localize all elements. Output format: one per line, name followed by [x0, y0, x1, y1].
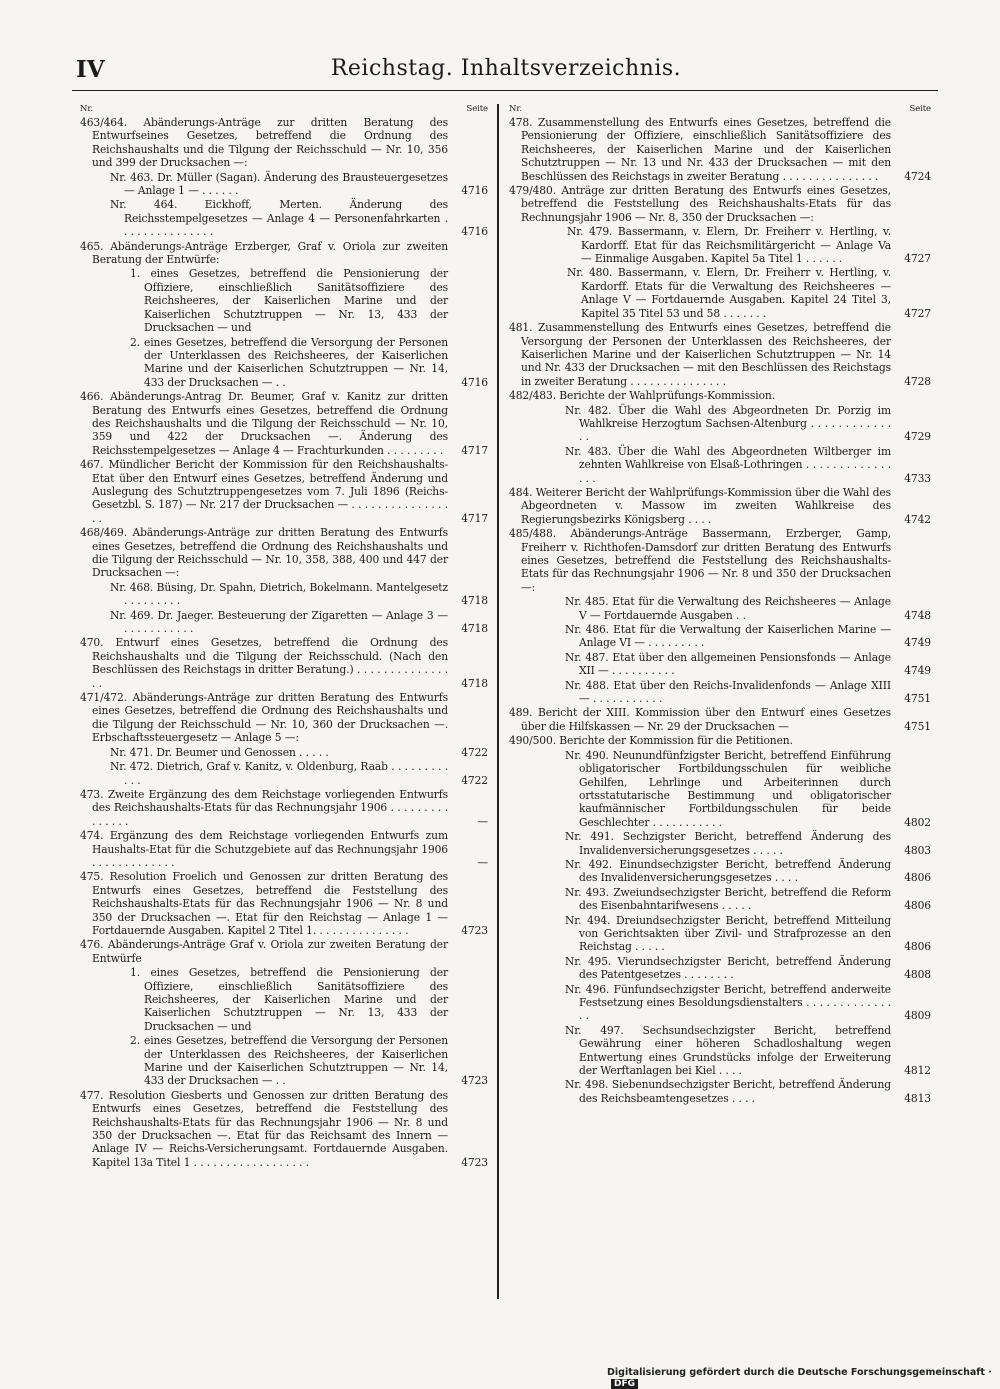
toc-entry	[509, 321, 931, 388]
toc-entry	[80, 240, 488, 267]
column-header	[80, 104, 488, 115]
toc-entry-text: Nr. 482. Über die Wahl des Abgeordneten Dr. Porzig im Wahlkreise Herzogtum Sachsen-Altenburg . . . . . . . . . . . . . .	[565, 403, 891, 444]
toc-entry-page: 4717	[461, 511, 488, 525]
toc-entry	[80, 458, 488, 525]
toc-entry	[509, 486, 931, 526]
toc-entry-page: 4806	[904, 899, 931, 913]
toc-entry	[509, 706, 931, 733]
toc-entry-page: 4724	[904, 169, 931, 183]
toc-entry	[80, 390, 488, 457]
toc-entry	[80, 336, 488, 390]
toc-entry-page: 4742	[904, 512, 931, 526]
toc-entry-page: 4808	[904, 968, 931, 982]
toc-entry	[80, 691, 488, 745]
toc-entry	[80, 609, 488, 636]
toc-entry-page: 4716	[461, 375, 488, 389]
toc-entry	[509, 445, 931, 485]
toc-entry	[509, 886, 931, 913]
toc-entry	[509, 116, 931, 183]
toc-entry-text: 465. Abänderungs-Anträge Erzberger, Graf v. Oriola zur zweiten Beratung der Entwürfe:	[80, 239, 448, 267]
toc-entry-text: 475. Resolution Froelich und Genossen zur dritten Beratung des Entwurfs eines Gesetzes, betreffend die Feststellung des Reichshaushalts-Etats für das Rechnungsjahr 1906 — Nr. 8 und 350 der Drucksachen —. Etat für den Reichstag — Anlage 1 — Fortdauernde Ausgaben. Kapitel 2 Titel 1. . . . . . . . . . . . . . .	[80, 870, 448, 937]
toc-entry-text: 471/472. Abänderungs-Anträge zur dritten Beratung des Entwurfs eines Gesetzes, betreffend die Ordnung des Reichshaushalts und die Tilgung der Reichsschuld — Nr. 10, 360 der Drucksachen —. Erbschaftssteuergesetz — Anlage 5 —:	[80, 691, 448, 745]
toc-entry-page: 4749	[904, 664, 931, 678]
toc-entry-page: 4722	[461, 773, 488, 787]
toc-entry-text: Nr. 495. Vierundsechzigster Bericht, betreffend Änderung des Patentgesetzes . . . . . . . .	[565, 954, 891, 982]
toc-entry-text: 1. eines Gesetzes, betreffend die Pensionierung der Offiziere, einschließlich Sanitätsoffiziere des Reichsheeres, der Kaiserlichen Marine und der Kaiserlichen Schutztruppen — Nr. 13, 433 der Drucksachen — und	[130, 267, 448, 335]
page-number: IV	[76, 56, 105, 83]
toc-entry-page: —	[477, 855, 488, 869]
toc-entry	[509, 1078, 931, 1105]
toc-entry	[509, 1024, 931, 1078]
toc-entry-page: 4802	[904, 815, 931, 829]
toc-entry-text: 467. Mündlicher Bericht der Kommission für den Reichshaushalts-Etat über den Entwurf eines Gesetzes, betreffend Änderung und Auslegung des Schutztruppengesetzes vom 7. Juli 1896 (Reichs-Gesetzbl. S. 187) — Nr. 217 der Drucksachen — . . . . . . . . . . . . . . . . .	[80, 458, 448, 525]
toc-entry	[509, 914, 931, 954]
toc-entry-text: 482/483. Berichte der Wahlprüfungs-Kommission.	[509, 389, 775, 403]
toc-entry-page: 4748	[904, 608, 931, 622]
toc-entry	[509, 983, 931, 1023]
toc-entry	[80, 526, 488, 580]
toc-entry-text: Nr. 493. Zweiundsechzigster Bericht, betreffend die Reform des Eisenbahntarifwesens . . . . .	[565, 885, 891, 913]
toc-entry	[509, 595, 931, 622]
left-entries	[80, 116, 488, 1169]
toc-entry	[80, 1034, 488, 1088]
toc-entry-text: Nr. 479. Bassermann, v. Elern, Dr. Freiherr v. Hertling, v. Kardorff. Etat für das Reichsmilitärgericht — Anlage Va — Einmalige Ausgaben. Kapitel 5a Titel 1 . . . . . .	[567, 225, 891, 266]
toc-entry	[80, 870, 488, 937]
seite-label: Seite	[466, 104, 488, 114]
toc-entry-text: 2. eines Gesetzes, betreffend die Versorgung der Personen der Unterklassen des Reichsheeres, der Kaiserlichen Marine und der Kaiserlichen Schutztruppen — Nr. 14, 433 der Drucksachen — . .	[130, 335, 448, 389]
toc-entry	[80, 829, 488, 869]
toc-entry-text: 468/469. Abänderungs-Anträge zur dritten Beratung des Entwurfs eines Gesetzes, betreffend die Ordnung des Reichshaushalts und die Tilgung der Reichsschuld — Nr. 10, 358, 388, 400 und 447 der Drucksachen —:	[80, 526, 448, 580]
toc-entry	[80, 966, 488, 1033]
toc-entry-page: 4717	[461, 443, 488, 457]
toc-entry	[509, 734, 931, 747]
page-title: Reichstag. Inhaltsverzeichnis.	[330, 56, 682, 81]
toc-entry	[80, 760, 488, 787]
toc-entry-page: 4727	[904, 252, 931, 266]
toc-entry-page: 4723	[461, 1074, 488, 1088]
toc-entry	[509, 527, 931, 594]
toc-entry	[80, 198, 488, 238]
toc-entry	[80, 746, 488, 759]
toc-entry-page: 4723	[461, 1155, 488, 1169]
toc-entry-page: 4716	[461, 225, 488, 239]
toc-entry-text: Nr. 490. Neunundfünfzigster Bericht, betreffend Einführung obligatorischer Fortbildungsschulen für weibliche Gehilfen, Lehrlinge und Arbeiterinnen durch ortsstatutarische Bestimmung und obligatorischer kaufmännischer Fortbildungsschulen für beide Geschlechter . . . . . . . . . . .	[565, 748, 891, 829]
toc-entry-text: 490/500. Berichte der Kommission für die Petitionen.	[509, 734, 793, 748]
toc-entry-text: Nr. 480. Bassermann, v. Elern, Dr. Freiherr v. Hertling, v. Kardorff. Etats für die Verwaltung des Reichsheeres — Anlage V — Fortdauernde Ausgaben. Kapitel 24 Titel 3, Kapitel 35 Titel 53 und 58 . . . . . . .	[567, 266, 891, 320]
toc-entry	[509, 679, 931, 706]
toc-entry-page: 4723	[461, 923, 488, 937]
right-entries	[509, 116, 931, 1105]
toc-entry-page: 4722	[461, 745, 488, 759]
toc-entry-text: 473. Zweite Ergänzung des dem Reichstage vorliegenden Entwurfs des Reichshaushalts-Etats für das Rechnungsjahr 1906 . . . . . . . . . . . . . . .	[80, 787, 448, 828]
toc-entry-text: 481. Zusammenstellung des Entwurfs eines Gesetzes, betreffend die Versorgung der Personen der Unterklassen des Reichsheeres, der Kaiserlichen Marine und der Kaiserlichen Schutztruppen — Nr. 14 und Nr. 433 der Drucksachen — mit den Beschlüssen des Reichstags in zweiter Beratung . . . . . . . . . . . . . . .	[509, 321, 891, 388]
toc-entry-text: Nr. 469. Dr. Jaeger. Besteuerung der Zigaretten — Anlage 3 — . . . . . . . . . . .	[110, 608, 448, 636]
footer-text: Digitalisierung gefördert durch die Deutsche Forschungsgemeinschaft ·	[607, 1367, 992, 1378]
toc-entry	[80, 581, 488, 608]
toc-entry-page: 4718	[461, 622, 488, 636]
dfg-logo: DFG	[611, 1379, 638, 1389]
toc-entry-text: Nr. 496. Fünfundsechzigster Bericht, betreffend anderweite Festsetzung eines Besoldungsdienstalters . . . . . . . . . . . . . . .	[565, 982, 891, 1023]
toc-entry-page: 4718	[461, 676, 488, 690]
toc-entry-text: Nr. 486. Etat für die Verwaltung der Kaiserlichen Marine — Anlage VI — . . . . . . . . .	[565, 623, 891, 650]
toc-entry-page: 4751	[904, 719, 931, 733]
toc-entry-text: Nr. 472. Dietrich, Graf v. Kanitz, v. Oldenburg, Raab . . . . . . . . . . . .	[110, 760, 448, 787]
toc-entry	[80, 636, 488, 690]
toc-entry-page: 4718	[461, 594, 488, 608]
toc-entry-text: Nr. 471. Dr. Beumer und Genossen . . . . .	[110, 745, 329, 759]
toc-entry-text: 484. Weiterer Bericht der Wahlprüfungs-Kommission über die Wahl des Abgeordneten v. Massow im zweiten Wahlkreise des Regierungsbezirks Königsberg . . . .	[509, 485, 891, 526]
toc-entry	[509, 651, 931, 678]
toc-entry	[509, 858, 931, 885]
toc-entry-page: 4813	[904, 1091, 931, 1105]
toc-entry-page: —	[477, 814, 488, 828]
toc-entry-text: Nr. 483. Über die Wahl des Abgeordneten Wiltberger im zehnten Wahlkreise von Elsaß-Lothringen . . . . . . . . . . . . . . . .	[565, 444, 891, 485]
toc-entry	[80, 267, 488, 334]
toc-entry-text: Nr. 491. Sechzigster Bericht, betreffend Änderung des Invalidenversicherungsgesetzes . . . . .	[565, 830, 891, 857]
toc-entry-page: 4749	[904, 636, 931, 650]
toc-entry-text: 478. Zusammenstellung des Entwurfs eines Gesetzes, betreffend die Pensionierung der Offiziere, einschließlich Sanitätsoffiziere des Reichsheeres, der Kaiserlichen Marine und der Kaiserlichen Schutztruppen — Nr. 13 und Nr. 433 der Drucksachen — mit den Beschlüssen des Reichstags in zweiter Beratung . . . . . . . . . . . . . . .	[509, 116, 891, 183]
toc-entry	[509, 955, 931, 982]
toc-entry-page: 4729	[904, 430, 931, 444]
toc-entry-text: Nr. 463. Dr. Müller (Sagan). Änderung des Brausteuergesetzes — Anlage 1 — . . . . . .	[110, 170, 448, 198]
toc-entry-text: Nr. 464. Eickhoff, Merten. Änderung des Reichsstempelgesetzes — Anlage 4 — Personenfahrkarten . . . . . . . . . . . . . . .	[110, 198, 448, 239]
toc-entry-text: Nr. 494. Dreiundsechzigster Bericht, betreffend Mitteilung von Gerichtsakten über Zivil- und Strafprozesse an den Reichstag . . . . .	[565, 913, 891, 954]
column-divider	[497, 104, 499, 1299]
seite-label: Seite	[909, 104, 931, 114]
toc-entry	[509, 749, 931, 829]
toc-entry	[80, 788, 488, 828]
toc-entry-page: 4728	[904, 374, 931, 388]
toc-entry-page: 4716	[461, 184, 488, 198]
nr-label: Nr.	[80, 104, 93, 114]
toc-entry	[509, 389, 931, 402]
toc-entry-text: Nr. 485. Etat für die Verwaltung des Reichsheeres — Anlage V — Fortdauernde Ausgaben . .	[565, 595, 891, 622]
toc-entry-page: 4727	[904, 306, 931, 320]
toc-entry	[509, 623, 931, 650]
left-column	[80, 104, 488, 1170]
toc-entry	[80, 1089, 488, 1169]
toc-entry	[509, 225, 931, 265]
toc-entry-page: 4733	[904, 471, 931, 485]
toc-entry	[80, 938, 488, 965]
footer-credit	[607, 1367, 1000, 1389]
column-header	[509, 104, 931, 115]
toc-entry-page: 4806	[904, 940, 931, 954]
toc-entry	[509, 184, 931, 224]
toc-entry-text: Nr. 497. Sechsundsechzigster Bericht, betreffend Gewährung einer höheren Schadloshaltung wegen Entwertung eines Grundstücks infolge der Erweiterung der Werftanlagen bei Kiel . . . .	[565, 1023, 891, 1078]
toc-entry	[509, 266, 931, 320]
toc-entry-text: Nr. 488. Etat über den Reichs-Invalidenfonds — Anlage XIII — . . . . . . . . . . .	[565, 678, 891, 706]
toc-entry-text: Nr. 498. Siebenundsechzigster Bericht, betreffend Änderung des Reichsbeamtengesetzes . . . .	[565, 1078, 891, 1105]
toc-entry-page: 4809	[904, 1009, 931, 1023]
toc-entry-text: 466. Abänderungs-Antrag Dr. Beumer, Graf v. Kanitz zur dritten Beratung des Entwurfs eines Gesetzes, betreffend die Ordnung des Reichshaushalts und die Tilgung der Reichsschuld — Nr. 10, 359 und 422 der Drucksachen —. Änderung des Reichsstempelgesetzes — Anlage 4 — Frachturkunden . . . . . . . . .	[80, 390, 448, 457]
toc-entry-text: 1. eines Gesetzes, betreffend die Pensionierung der Offiziere, einschließlich Sanitätsoffiziere des Reichsheeres, der Kaiserlichen Marine und der Kaiserlichen Schutztruppen — Nr. 13, 433 der Drucksachen — und	[130, 966, 448, 1033]
toc-entry-text: Nr. 492. Einundsechzigster Bericht, betreffend Änderung des Invalidenversicherungsgesetzes . . . .	[565, 857, 891, 885]
right-column	[509, 104, 931, 1106]
toc-entry-text: Nr. 487. Etat über den allgemeinen Pensionsfonds — Anlage XII — . . . . . . . . . .	[565, 650, 891, 678]
toc-entry-text: 485/488. Abänderungs-Anträge Bassermann, Erzberger, Gamp, Freiherr v. Richthofen-Damsdorf zur dritten Beratung des Entwurfs eines Gesetzes, betreffend die Feststellung des Reichshaushalts-Etats für das Rechnungsjahr 1906 — Nr. 8 und 350 der Drucksachen —:	[509, 527, 891, 594]
toc-entry	[80, 116, 488, 170]
toc-entry-page: 4812	[904, 1064, 931, 1078]
toc-entry-text: 474. Ergänzung des dem Reichstage vorliegenden Entwurfs zum Haushalts-Etat für die Schutzgebiete auf das Rechnungsjahr 1906 . . . . . . . . . . . . .	[80, 829, 448, 869]
toc-entry-page: 4803	[904, 843, 931, 857]
toc-entry	[509, 404, 931, 444]
toc-entry-text: 476. Abänderungs-Anträge Graf v. Oriola zur zweiten Beratung der Entwürfe	[80, 938, 448, 965]
toc-entry-text: 2. eines Gesetzes, betreffend die Versorgung der Personen der Unterklassen des Reichsheeres, der Kaiserlichen Marine und der Kaiserlichen Schutztruppen — Nr. 14, 433 der Drucksachen — . .	[130, 1034, 448, 1088]
toc-entry-page: 4806	[904, 871, 931, 885]
toc-entry	[80, 171, 488, 198]
toc-entry-text: 463/464. Abänderungs-Anträge zur dritten Beratung des Entwurfseines Gesetzes, betreffend die Ordnung des Reichshaushalts und die Tilgung der Reichsschuld — Nr. 10, 356 und 399 der Drucksachen —:	[80, 116, 448, 170]
nr-label: Nr.	[509, 104, 522, 114]
toc-entry-text: Nr. 468. Büsing, Dr. Spahn, Dietrich, Bokelmann. Mantelgesetz . . . . . . . . .	[110, 580, 448, 608]
toc-entry-page: 4751	[904, 692, 931, 706]
toc-entry-text: 477. Resolution Giesberts und Genossen zur dritten Beratung des Entwurfs eines Gesetzes, betreffend die Feststellung des Reichshaushalts-Etats für das Rechnungsjahr 1906 — Nr. 8 und 350 der Drucksachen —. Etat für das Reichsamt des Innern — Anlage IV — Reichs-Versicherungsamt. Fortdauernde Ausgaben. Kapitel 13a Titel 1 . . . . . . . . . . . . . . . . . .	[80, 1088, 448, 1169]
toc-entry-text: 470. Entwurf eines Gesetzes, betreffend die Ordnung des Reichshaushalts und die Tilgung der Reichsschuld. (Nach den Beschlüssen des Reichstags in dritter Beratung.) . . . . . . . . . . . . . . . .	[80, 636, 448, 690]
toc-entry	[509, 830, 931, 857]
page-header	[76, 56, 936, 86]
toc-entry-text: 489. Bericht der XIII. Kommission über den Entwurf eines Gesetzes über die Hilfskassen — Nr. 29 der Drucksachen —	[509, 706, 891, 733]
toc-entry-text: 479/480. Anträge zur dritten Beratung des Entwurfs eines Gesetzes, betreffend die Feststellung des Reichshaushalts-Etats für das Rechnungsjahr 1906 — Nr. 8, 350 der Drucksachen —:	[509, 184, 891, 224]
header-rule	[72, 90, 938, 91]
